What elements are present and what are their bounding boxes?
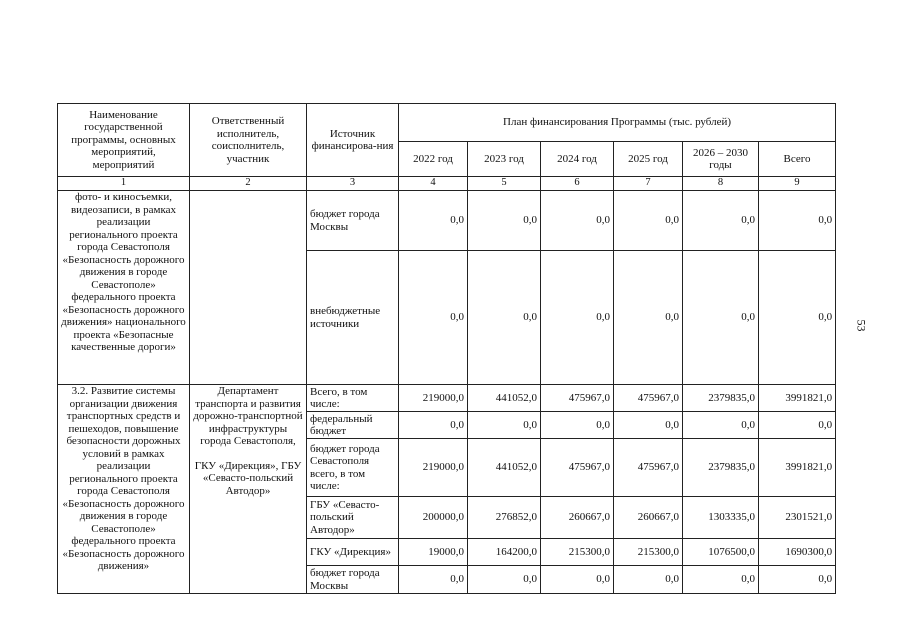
value-cell: 0,0: [683, 251, 759, 385]
header-name: Наименование государственной программы, основных мероприятий, мероприятий: [58, 104, 190, 177]
value-cell: 2301521,0: [759, 497, 836, 539]
funding-source: бюджет города Москвы: [307, 566, 399, 594]
value-cell: 276852,0: [468, 497, 541, 539]
value-cell: 0,0: [541, 191, 614, 251]
value-cell: 0,0: [614, 566, 683, 594]
page-number: 53: [854, 319, 869, 332]
value-cell: 0,0: [683, 566, 759, 594]
table-row: [58, 385, 836, 412]
header-responsible: Ответственный исполнитель, соисполнитель, участник: [190, 104, 307, 177]
value-cell: 164200,0: [468, 539, 541, 566]
header-year: 2025 год: [614, 142, 683, 177]
col-index: 7: [614, 177, 683, 191]
header-year: 2024 год: [541, 142, 614, 177]
value-cell: 0,0: [759, 412, 836, 439]
responsible-department: Департамент транспорта и развития дорожно-транспортной инфраструктуры города Севастополя,: [193, 385, 303, 447]
value-cell: 0,0: [541, 251, 614, 385]
value-cell: 2379835,0: [683, 439, 759, 497]
funding-source: внебюджетные источники: [307, 251, 399, 385]
value-cell: 475967,0: [614, 439, 683, 497]
col-index: 9: [759, 177, 836, 191]
value-cell: 0,0: [614, 191, 683, 251]
value-cell: 441052,0: [468, 385, 541, 412]
value-cell: 3991821,0: [759, 385, 836, 412]
header-year: 2022 год: [399, 142, 468, 177]
header-row-1: [58, 104, 836, 142]
col-index: 5: [468, 177, 541, 191]
col-index: 2: [190, 177, 307, 191]
col-index: 3: [307, 177, 399, 191]
index-row: [58, 177, 836, 191]
value-cell: 219000,0: [399, 439, 468, 497]
funding-source: федеральный бюджет: [307, 412, 399, 439]
value-cell: 3991821,0: [759, 439, 836, 497]
funding-source: ГКУ «Дирекция»: [307, 539, 399, 566]
value-cell: 0,0: [541, 566, 614, 594]
value-cell: 0,0: [614, 251, 683, 385]
value-cell: 1690300,0: [759, 539, 836, 566]
header-year: 2023 год: [468, 142, 541, 177]
value-cell: 0,0: [759, 566, 836, 594]
value-cell: 0,0: [614, 412, 683, 439]
col-index: 4: [399, 177, 468, 191]
responsible-empty: [190, 191, 307, 385]
header-year: 2026 – 2030 годы: [683, 142, 759, 177]
value-cell: 0,0: [399, 191, 468, 251]
value-cell: 0,0: [541, 412, 614, 439]
responsible-executor: [190, 385, 307, 594]
financing-table: [57, 103, 836, 594]
funding-source: бюджет города Севастополя всего, в том числе:: [307, 439, 399, 497]
value-cell: 1303335,0: [683, 497, 759, 539]
header-year: Всего: [759, 142, 836, 177]
header-source: Источник финансирова-ния: [307, 104, 399, 177]
value-cell: 0,0: [759, 251, 836, 385]
responsible-participants: ГКУ «Дирекция», ГБУ «Севасто-польский Автодор»: [194, 459, 302, 497]
value-cell: 0,0: [399, 566, 468, 594]
value-cell: 0,0: [683, 412, 759, 439]
header-plan: План финансирования Программы (тыс. рублей): [399, 104, 836, 142]
value-cell: 200000,0: [399, 497, 468, 539]
funding-source: Всего, в том числе:: [307, 385, 399, 412]
value-cell: 475967,0: [614, 385, 683, 412]
value-cell: 260667,0: [614, 497, 683, 539]
activity-name: 3.2. Развитие системы организации движения транспортных средств и пешеходов, повышение безопасности дорожных условий в рамках реализации регионального проекта города Севастополя «Безопасность дорожного движения в городе Севастополе» федерального проекта «Безопасность дорожного движения»: [58, 385, 190, 594]
funding-source: ГБУ «Севасто-польский Автодор»: [307, 497, 399, 539]
value-cell: 2379835,0: [683, 385, 759, 412]
value-cell: 0,0: [468, 566, 541, 594]
value-cell: 0,0: [759, 191, 836, 251]
value-cell: 215300,0: [541, 539, 614, 566]
activity-name: фото- и киносъемки, видеозаписи, в рамках реализации регионального проекта города Севастополя «Безопасность дорожного движения в городе Севастополе» федерального проекта «Безопасность дорожного движения» национального проекта «Безопасные качественные дороги»: [58, 191, 190, 385]
value-cell: 0,0: [399, 412, 468, 439]
value-cell: 1076500,0: [683, 539, 759, 566]
value-cell: 441052,0: [468, 439, 541, 497]
value-cell: 19000,0: [399, 539, 468, 566]
col-index: 1: [58, 177, 190, 191]
value-cell: 0,0: [468, 191, 541, 251]
value-cell: 260667,0: [541, 497, 614, 539]
col-index: 6: [541, 177, 614, 191]
value-cell: 0,0: [468, 412, 541, 439]
value-cell: 215300,0: [614, 539, 683, 566]
value-cell: 475967,0: [541, 385, 614, 412]
table-row: [58, 191, 836, 251]
value-cell: 0,0: [399, 251, 468, 385]
value-cell: 475967,0: [541, 439, 614, 497]
col-index: 8: [683, 177, 759, 191]
value-cell: 0,0: [468, 251, 541, 385]
value-cell: 219000,0: [399, 385, 468, 412]
funding-source: бюджет города Москвы: [307, 191, 399, 251]
value-cell: 0,0: [683, 191, 759, 251]
